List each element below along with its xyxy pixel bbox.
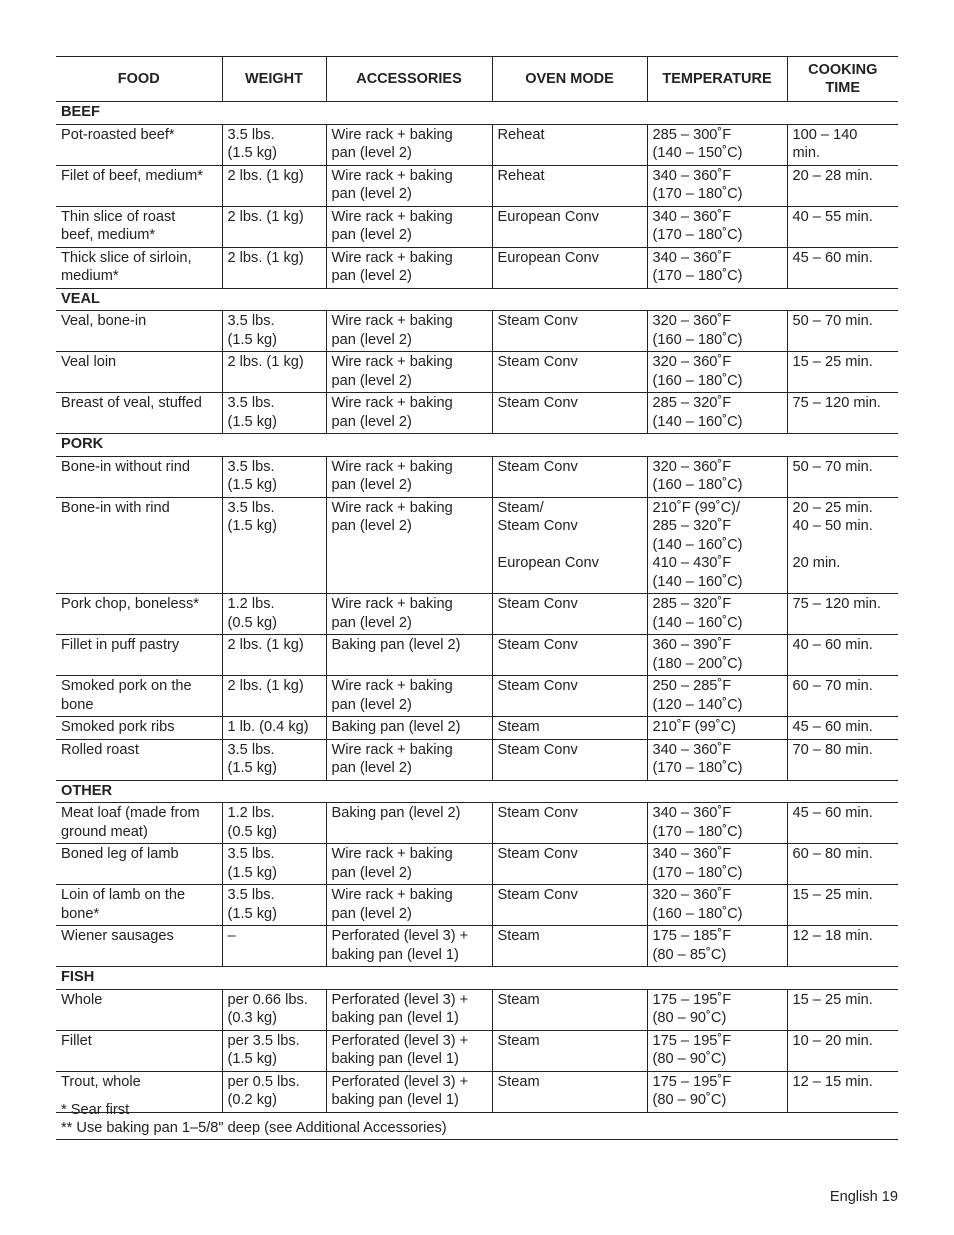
cell-food: Pot-roasted beef* [56, 124, 222, 165]
cell-accessories: Wire rack + baking pan (level 2) [326, 352, 492, 393]
cell-weight: per 0.5 lbs. (0.2 kg) [222, 1071, 326, 1112]
footnote-sear: * Sear first [61, 1102, 130, 1118]
cell-food: Meat loaf (made from ground meat) [56, 803, 222, 844]
cell-temperature: 340 – 360˚F (170 – 180˚C) [647, 803, 787, 844]
cell-oven-mode: Steam [492, 1071, 647, 1112]
table-row [56, 717, 898, 740]
cell-food: Smoked pork ribs [56, 717, 222, 740]
cell-oven-mode: Reheat [492, 165, 647, 206]
section-row-beef [56, 102, 898, 125]
cell-cooking-time: 100 – 140 min. [787, 124, 898, 165]
cell-weight: 3.5 lbs. (1.5 kg) [222, 124, 326, 165]
cell-oven-mode: Steam [492, 717, 647, 740]
table-row [56, 926, 898, 967]
cell-weight: 2 lbs. (1 kg) [222, 352, 326, 393]
cell-accessories: Wire rack + baking pan (level 2) [326, 844, 492, 885]
cell-accessories: Wire rack + baking pan (level 2) [326, 456, 492, 497]
section-heading: OTHER [56, 780, 898, 803]
cell-weight: per 0.66 lbs. (0.3 kg) [222, 989, 326, 1030]
cell-cooking-time: 45 – 60 min. [787, 247, 898, 288]
cell-oven-mode: Steam Conv [492, 676, 647, 717]
table-row [56, 594, 898, 635]
header-row [56, 57, 898, 102]
cell-weight: 3.5 lbs. (1.5 kg) [222, 739, 326, 780]
cell-weight: 1.2 lbs. (0.5 kg) [222, 594, 326, 635]
cell-accessories: Wire rack + baking pan (level 2) [326, 739, 492, 780]
cell-temperature: 320 – 360˚F (160 – 180˚C) [647, 352, 787, 393]
table-row [56, 124, 898, 165]
cell-accessories: Baking pan (level 2) [326, 635, 492, 676]
cell-temperature: 175 – 195˚F (80 – 90˚C) [647, 1071, 787, 1112]
cell-cooking-time: 45 – 60 min. [787, 717, 898, 740]
cell-food: Thick slice of sirloin, medium* [56, 247, 222, 288]
section-row-pork [56, 434, 898, 457]
cell-weight: 2 lbs. (1 kg) [222, 165, 326, 206]
table-row [56, 165, 898, 206]
cell-oven-mode: Steam Conv [492, 803, 647, 844]
cell-weight: – [222, 926, 326, 967]
table-row [56, 247, 898, 288]
cell-oven-mode: Reheat [492, 124, 647, 165]
cell-oven-mode: Steam/ Steam Conv European Conv [492, 497, 647, 594]
table-row [56, 885, 898, 926]
cell-cooking-time: 15 – 25 min. [787, 989, 898, 1030]
cell-cooking-time: 50 – 70 min. [787, 311, 898, 352]
cell-cooking-time: 75 – 120 min. [787, 393, 898, 434]
cell-weight: 3.5 lbs. (1.5 kg) [222, 497, 326, 594]
section-row-veal [56, 288, 898, 311]
cell-oven-mode: Steam Conv [492, 844, 647, 885]
cell-temperature: 285 – 320˚F (140 – 160˚C) [647, 393, 787, 434]
page-number: English 19 [829, 1189, 898, 1205]
cell-food: Fillet in puff pastry [56, 635, 222, 676]
cell-temperature: 320 – 360˚F (160 – 180˚C) [647, 456, 787, 497]
cell-accessories: Wire rack + baking pan (level 2) [326, 206, 492, 247]
cell-cooking-time: 15 – 25 min. [787, 352, 898, 393]
cell-food: Boned leg of lamb [56, 844, 222, 885]
cell-cooking-time: 60 – 80 min. [787, 844, 898, 885]
cell-oven-mode: Steam Conv [492, 311, 647, 352]
cell-weight: 2 lbs. (1 kg) [222, 635, 326, 676]
table-row [56, 1030, 898, 1071]
table-row [56, 206, 898, 247]
cooking-table-container [56, 56, 898, 1113]
cell-temperature: 175 – 185˚F (80 – 85˚C) [647, 926, 787, 967]
cell-temperature: 285 – 320˚F (140 – 160˚C) [647, 594, 787, 635]
cell-temperature: 250 – 285˚F (120 – 140˚C) [647, 676, 787, 717]
cell-food: Veal, bone-in [56, 311, 222, 352]
cell-temperature: 340 – 360˚F (170 – 180˚C) [647, 739, 787, 780]
cell-accessories: Wire rack + baking pan (level 2) [326, 885, 492, 926]
cell-weight: per 3.5 lbs. (1.5 kg) [222, 1030, 326, 1071]
cell-cooking-time: 60 – 70 min. [787, 676, 898, 717]
table-row [56, 311, 898, 352]
cell-food: Filet of beef, medium* [56, 165, 222, 206]
cell-oven-mode: Steam Conv [492, 739, 647, 780]
table-row [56, 497, 898, 594]
cell-cooking-time: 75 – 120 min. [787, 594, 898, 635]
cell-food: Fillet [56, 1030, 222, 1071]
cell-food: Loin of lamb on the bone* [56, 885, 222, 926]
cell-food: Thin slice of roast beef, medium* [56, 206, 222, 247]
cell-temperature: 210˚F (99˚C) [647, 717, 787, 740]
cell-food: Veal loin [56, 352, 222, 393]
section-heading: FISH [56, 967, 898, 990]
cell-accessories: Wire rack + baking pan (level 2) [326, 124, 492, 165]
cell-weight: 2 lbs. (1 kg) [222, 247, 326, 288]
cell-food: Bone-in with rind [56, 497, 222, 594]
cell-cooking-time: 40 – 55 min. [787, 206, 898, 247]
cell-temperature: 340 – 360˚F (170 – 180˚C) [647, 844, 787, 885]
table-row [56, 635, 898, 676]
table-row [56, 456, 898, 497]
header-oven-mode: OVEN MODE [492, 57, 647, 102]
footnotes [56, 1101, 898, 1140]
header-weight: WEIGHT [222, 57, 326, 102]
cell-food: Trout, whole [56, 1071, 222, 1112]
cell-weight: 1 lb. (0.4 kg) [222, 717, 326, 740]
cell-weight: 3.5 lbs. (1.5 kg) [222, 456, 326, 497]
cell-accessories: Perforated (level 3) + baking pan (level 1) [326, 1071, 492, 1112]
cell-temperature: 340 – 360˚F (170 – 180˚C) [647, 206, 787, 247]
cell-accessories: Baking pan (level 2) [326, 803, 492, 844]
cell-cooking-time: 20 – 28 min. [787, 165, 898, 206]
cell-accessories: Wire rack + baking pan (level 2) [326, 165, 492, 206]
cell-oven-mode: Steam Conv [492, 456, 647, 497]
cell-temperature: 175 – 195˚F (80 – 90˚C) [647, 989, 787, 1030]
section-heading: BEEF [56, 102, 898, 125]
cell-accessories: Wire rack + baking pan (level 2) [326, 247, 492, 288]
cell-cooking-time: 45 – 60 min. [787, 803, 898, 844]
cell-oven-mode: Steam [492, 989, 647, 1030]
cell-oven-mode: Steam Conv [492, 635, 647, 676]
cell-weight: 1.2 lbs. (0.5 kg) [222, 803, 326, 844]
table-row [56, 352, 898, 393]
header-accessories: ACCESSORIES [326, 57, 492, 102]
cell-accessories: Wire rack + baking pan (level 2) [326, 676, 492, 717]
cell-oven-mode: Steam Conv [492, 885, 647, 926]
section-row-other [56, 780, 898, 803]
cell-oven-mode: European Conv [492, 206, 647, 247]
header-food: FOOD [56, 57, 222, 102]
cell-food: Bone-in without rind [56, 456, 222, 497]
cell-oven-mode: Steam [492, 1030, 647, 1071]
cell-cooking-time: 12 – 15 min. [787, 1071, 898, 1112]
cell-accessories: Perforated (level 3) + baking pan (level 1) [326, 1030, 492, 1071]
cell-food: Pork chop, boneless* [56, 594, 222, 635]
cell-cooking-time: 70 – 80 min. [787, 739, 898, 780]
cell-cooking-time: 20 – 25 min. 40 – 50 min. 20 min. [787, 497, 898, 594]
cell-temperature: 285 – 300˚F (140 – 150˚C) [647, 124, 787, 165]
cell-weight: 3.5 lbs. (1.5 kg) [222, 844, 326, 885]
cell-weight: 3.5 lbs. (1.5 kg) [222, 393, 326, 434]
cell-temperature: 320 – 360˚F (160 – 180˚C) [647, 885, 787, 926]
cell-cooking-time: 40 – 60 min. [787, 635, 898, 676]
cell-temperature: 360 – 390˚F (180 – 200˚C) [647, 635, 787, 676]
cell-accessories: Baking pan (level 2) [326, 717, 492, 740]
cell-accessories: Perforated (level 3) + baking pan (level 1) [326, 989, 492, 1030]
cell-cooking-time: 50 – 70 min. [787, 456, 898, 497]
cell-accessories: Perforated (level 3) + baking pan (level 1) [326, 926, 492, 967]
cell-oven-mode: Steam Conv [492, 594, 647, 635]
cell-temperature: 340 – 360˚F (170 – 180˚C) [647, 165, 787, 206]
cell-weight: 2 lbs. (1 kg) [222, 676, 326, 717]
table-row [56, 739, 898, 780]
section-row-fish [56, 967, 898, 990]
cell-accessories: Wire rack + baking pan (level 2) [326, 311, 492, 352]
section-heading: PORK [56, 434, 898, 457]
table-body [56, 102, 898, 1113]
cell-oven-mode: European Conv [492, 247, 647, 288]
cooking-table [56, 56, 898, 1113]
cell-cooking-time: 10 – 20 min. [787, 1030, 898, 1071]
cell-temperature: 320 – 360˚F (160 – 180˚C) [647, 311, 787, 352]
cell-food: Whole [56, 989, 222, 1030]
cell-temperature: 210˚F (99˚C)/ 285 – 320˚F (140 – 160˚C) 410 – 430˚F (140 – 160˚C) [647, 497, 787, 594]
cell-accessories: Wire rack + baking pan (level 2) [326, 497, 492, 594]
cell-food: Rolled roast [56, 739, 222, 780]
cell-food: Smoked pork on the bone [56, 676, 222, 717]
table-row [56, 803, 898, 844]
cell-weight: 2 lbs. (1 kg) [222, 206, 326, 247]
table-row [56, 676, 898, 717]
table-header [56, 57, 898, 102]
section-heading: VEAL [56, 288, 898, 311]
table-row [56, 844, 898, 885]
cell-cooking-time: 12 – 18 min. [787, 926, 898, 967]
table-row [56, 393, 898, 434]
cell-food: Wiener sausages [56, 926, 222, 967]
header-temperature: TEMPERATURE [647, 57, 787, 102]
footnote-baking-pan: ** Use baking pan 1–5/8" deep (see Additional Accessories) [61, 1120, 447, 1136]
cell-weight: 3.5 lbs. (1.5 kg) [222, 885, 326, 926]
cell-oven-mode: Steam [492, 926, 647, 967]
cell-weight: 3.5 lbs. (1.5 kg) [222, 311, 326, 352]
cell-oven-mode: Steam Conv [492, 393, 647, 434]
header-cooking-time: COOKING TIME [787, 57, 898, 102]
cell-temperature: 175 – 195˚F (80 – 90˚C) [647, 1030, 787, 1071]
table-row [56, 989, 898, 1030]
cell-food: Breast of veal, stuffed [56, 393, 222, 434]
cell-accessories: Wire rack + baking pan (level 2) [326, 393, 492, 434]
cell-accessories: Wire rack + baking pan (level 2) [326, 594, 492, 635]
cell-temperature: 340 – 360˚F (170 – 180˚C) [647, 247, 787, 288]
cell-cooking-time: 15 – 25 min. [787, 885, 898, 926]
cell-oven-mode: Steam Conv [492, 352, 647, 393]
